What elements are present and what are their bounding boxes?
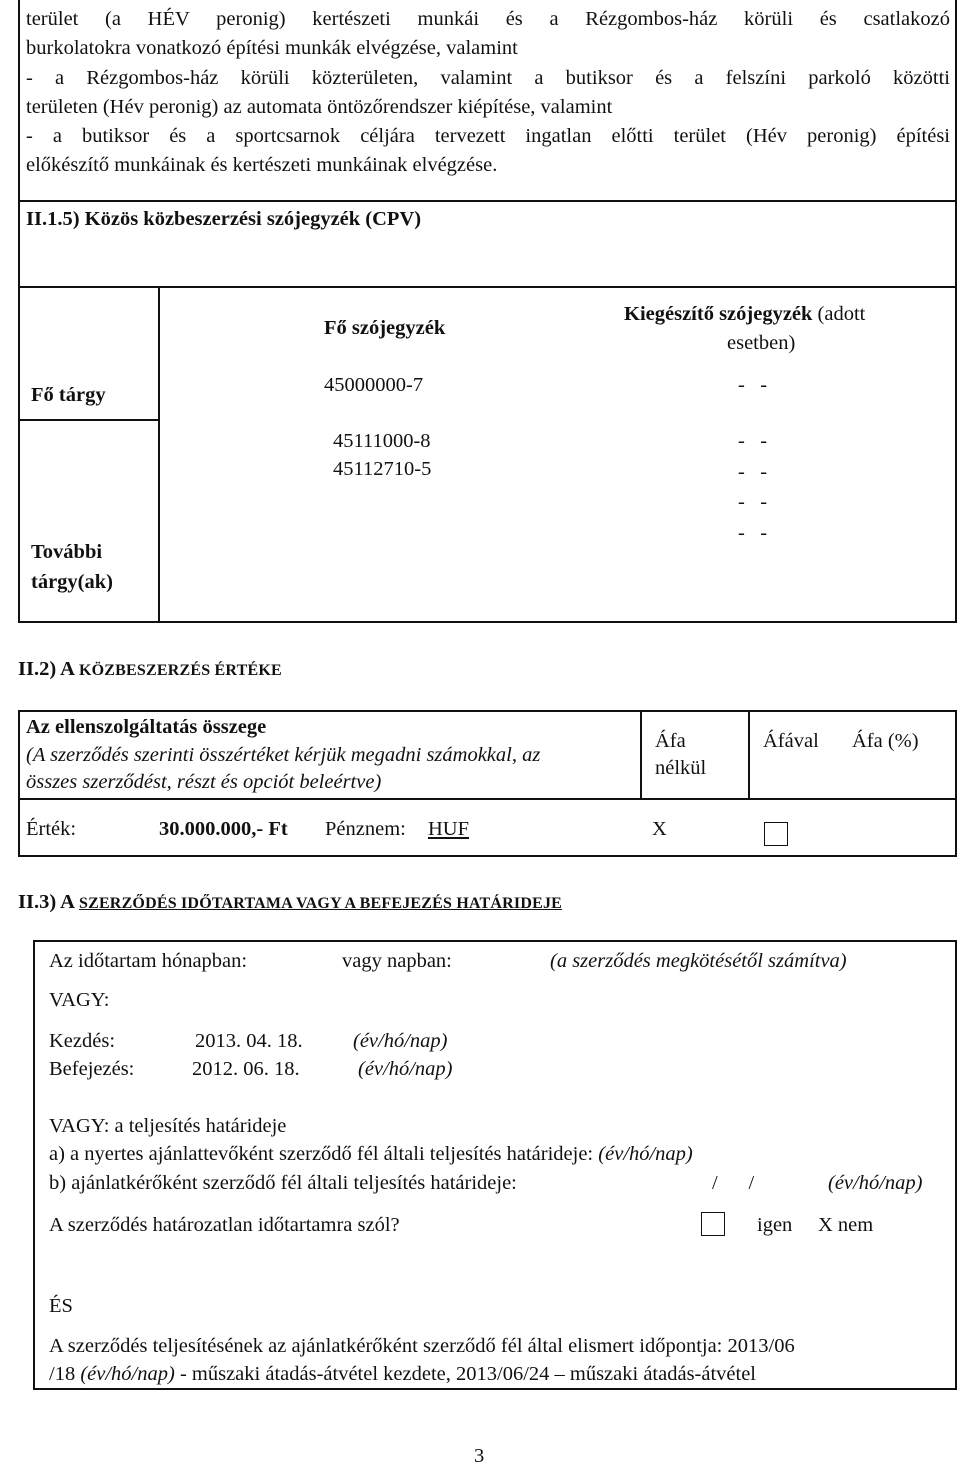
value-table-divider — [640, 710, 642, 799]
duration-heading-prefix: II.3) — [18, 891, 61, 913]
duration-and: ÉS — [49, 1295, 73, 1317]
duration-final-date: /18 — [49, 1363, 76, 1385]
duration-yes: igen — [757, 1214, 793, 1236]
duration-indef-yes-checkbox[interactable] — [701, 1212, 725, 1236]
cpv-table-divider — [158, 286, 160, 623]
value-note: (A szerződés szerinti összértéket kérjük megadni számokkal, az — [26, 744, 541, 766]
description-line: előkészítő munkáinak és kertészeti munkáinak elvégzése. — [26, 154, 498, 177]
duration-box — [33, 940, 957, 1390]
value-table-divider — [748, 710, 750, 799]
duration-end-value: 2012. 06. 18. — [192, 1058, 300, 1080]
duration-final-rest: - műszaki átadás-átvétel kezdete, 2013/06/24 – műszaki átadás-átvétel — [179, 1363, 757, 1385]
description-text — [26, 9, 950, 185]
cpv-row-add-label: További — [31, 541, 103, 563]
duration-start-label: Kezdés: — [49, 1030, 116, 1052]
duration-a-unit: (év/hó/nap) — [598, 1143, 693, 1165]
duration-no-mark: X nem — [818, 1214, 874, 1236]
description-line: - a butiksor és a sportcsarnok céljára tervezett ingatlan előtti terület (Hév peronig) építési — [26, 125, 950, 148]
cpv-row-add-supp: - - — [738, 430, 768, 452]
duration-b-unit: (év/hó/nap) — [828, 1172, 923, 1194]
cpv-row-add-supp: - - — [738, 491, 768, 513]
duration-days: vagy napban: — [342, 950, 452, 972]
cpv-col-supp — [624, 304, 865, 325]
value-label: Érték: — [26, 818, 77, 840]
duration-a-line — [49, 1144, 693, 1165]
description-line: területen (Hév peronig) az automata öntözőrendszer kiépítése, valamint — [26, 95, 613, 118]
cpv-row-add-code: 45112710-5 — [333, 458, 432, 480]
duration-heading — [18, 892, 562, 913]
duration-b-line: b) ajánlatkérőként szerződő fél általi teljesítés határideje: — [49, 1172, 517, 1194]
cpv-row-main-supp: - - — [738, 374, 768, 396]
duration-or-deadline: VAGY: a teljesítés határideje — [49, 1115, 287, 1137]
cpv-col-supp-bold: Kiegészítő szójegyzék — [624, 303, 813, 325]
value-heading-a: A — [60, 658, 79, 680]
duration-final-line-2 — [49, 1364, 756, 1385]
value-heading — [18, 659, 282, 680]
cpv-col-supp-rest: (adott — [812, 303, 866, 325]
page-number: 3 — [474, 1445, 485, 1467]
value-amount: 30.000.000,- Ft — [159, 818, 288, 840]
cpv-heading: II.1.5) Közös közbeszerzési szójegyzék (CPV) — [26, 208, 422, 230]
duration-from-signing: (a szerződés megkötésétől számítva) — [550, 950, 847, 972]
value-note: összes szerződést, részt és opciót beleértve) — [26, 771, 382, 793]
duration-final-unit: (év/hó/nap) — [80, 1363, 175, 1385]
value-col-net: Áfa — [655, 730, 686, 752]
duration-end-label: Befejezés: — [49, 1058, 135, 1080]
value-col-gross: Áfával — [763, 730, 819, 752]
cpv-row-add-supp: - - — [738, 461, 768, 483]
duration-months: Az időtartam hónapban: — [49, 950, 248, 972]
duration-a-text: a) a nyertes ajánlattevőként szerződő fél általi teljesítés határideje: — [49, 1143, 594, 1165]
cpv-row-main-label: Fő tárgy — [31, 384, 106, 406]
duration-heading-a: A — [60, 891, 79, 913]
value-heading-rest: KÖZBESZERZÉS ÉRTÉKE — [78, 662, 282, 679]
value-col-net: nélkül — [655, 757, 707, 779]
cpv-col-supp-line2: esetben) — [727, 332, 796, 354]
value-gross-checkbox[interactable] — [764, 822, 788, 846]
description-line: burkolatokra vonatkozó építési munkák elvégzése, valamint — [26, 37, 518, 60]
description-line: - a Rézgombos-ház körüli közterületen, valamint a butiksor és a felszíni parkoló közötti — [26, 66, 950, 89]
duration-start-unit: (év/hó/nap) — [353, 1030, 448, 1052]
value-currency-label: Pénznem: — [325, 818, 406, 840]
duration-final-line: A szerződés teljesítésének az ajánlatkérőként szerződő fél által elismert időpontja: 2013/06 — [49, 1335, 795, 1357]
duration-heading-rest: SZERZŐDÉS IDŐTARTAMA VAGY A BEFEJEZÉS HATÁRIDEJE — [78, 895, 563, 912]
value-title: Az ellenszolgáltatás összege — [26, 716, 267, 738]
duration-indef-question: A szerződés határozatlan időtartamra szól? — [49, 1214, 400, 1236]
duration-start-value: 2013. 04. 18. — [195, 1030, 303, 1052]
value-currency: HUF — [428, 818, 470, 840]
cpv-row-add-label: tárgy(ak) — [31, 571, 113, 593]
duration-b-slashes: / / — [712, 1172, 755, 1194]
cpv-col-main: Fő szójegyzék — [324, 317, 446, 339]
value-table-divider — [18, 798, 957, 800]
cpv-table-divider — [18, 419, 158, 421]
duration-end-unit: (év/hó/nap) — [358, 1058, 453, 1080]
value-net-mark: X — [652, 818, 667, 840]
value-col-vat: Áfa (%) — [852, 730, 919, 752]
cpv-row-add-supp: - - — [738, 522, 768, 544]
cpv-row-main-code: 45000000-7 — [324, 374, 424, 396]
duration-or: VAGY: — [49, 989, 110, 1011]
cpv-row-add-code: 45111000-8 — [333, 430, 431, 452]
description-line: terület (a HÉV peronig) kertészeti munkái és a Rézgombos-ház körüli és csatlakozó — [26, 8, 950, 30]
value-heading-prefix: II.2) — [18, 658, 61, 680]
